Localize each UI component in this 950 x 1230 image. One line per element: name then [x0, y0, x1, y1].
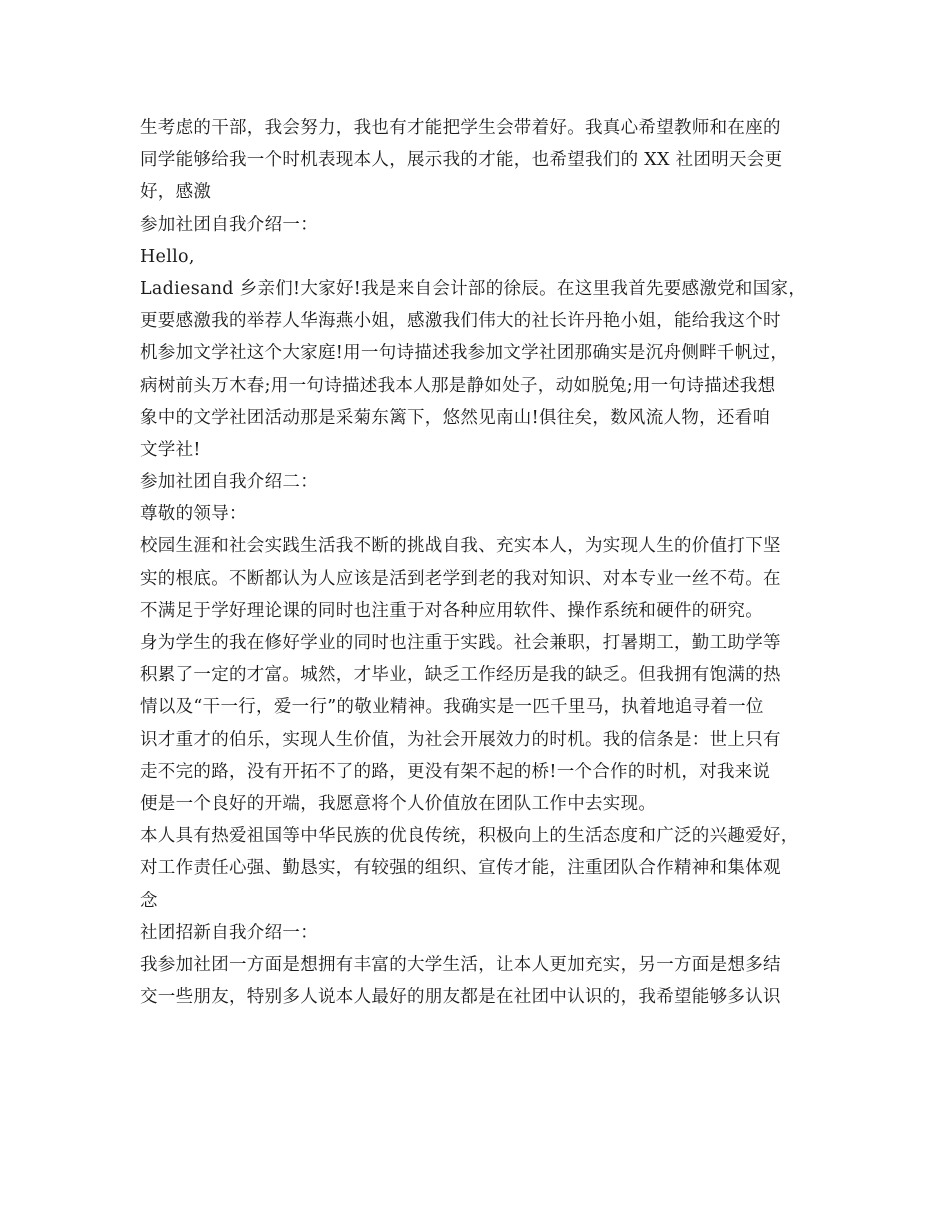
text-line: 同学能够给我一个时机表现本人，展示我的才能，也希望我们的 XX 社团明天会更	[140, 150, 783, 171]
section-heading: 参加社团自我介绍一：	[140, 214, 318, 235]
text-line: 识才重才的伯乐，实现人生价值，为社会开展效力的时机。我的信条是：世上只有	[140, 729, 781, 750]
section-heading: 参加社团自我介绍二：	[140, 472, 318, 493]
text-line: 象中的文学社团活动那是采菊东篱下，悠然见南山!俱往矣，数风流人物，还看咱	[140, 407, 771, 428]
text-line: 情以及“干一行，爱一行”的敬业精神。我确实是一匹千里马，执着地追寻着一位	[140, 697, 764, 718]
text-line: 念	[140, 890, 158, 911]
text-line: 本人具有热爱祖国等中华民族的优良传统，积极向上的生活态度和广泛的兴趣爱好，	[140, 826, 799, 847]
text-line: 校园生涯和社会实践生活我不断的挑战自我、充实本人，为实现人生的价值打下坚	[140, 536, 781, 557]
text-line: 我参加社团一方面是想拥有丰富的大学生活，让本人更加充实，另一方面是想多结	[140, 954, 781, 975]
text-line: 病树前头万木春;用一句诗描述我本人那是静如处子，动如脱兔;用一句诗描述我想	[140, 375, 776, 396]
text-line: Hello,	[140, 246, 195, 267]
text-line: 机参加文学社这个大家庭!用一句诗描述我参加文学社团那确实是沉舟侧畔千帆过，	[140, 343, 789, 364]
section-heading: 社团招新自我介绍一：	[140, 922, 318, 943]
text-line: 对工作责任心强、勤恳实，有较强的组织、宣传才能，注重团队合作精神和集体观	[140, 858, 781, 879]
text-line: 走不完的路，没有开拓不了的路，更没有架不起的桥!一个合作的时机，对我来说	[140, 761, 771, 782]
salutation: 尊敬的领导：	[140, 504, 247, 525]
text-line: 积累了一定的才富。城然，才毕业，缺乏工作经历是我的缺乏。但我拥有饱满的热	[140, 665, 781, 686]
text-line: 交一些朋友，特别多人说本人最好的朋友都是在社团中认识的，我希望能够多认识	[140, 987, 781, 1008]
text-line: 实的根底。不断都认为人应该是活到老学到老的我对知识、对本专业一丝不苟。在	[140, 568, 781, 589]
text-line: 不满足于学好理论课的同时也注重于对各种应用软件、操作系统和硬件的研究。	[140, 600, 763, 621]
document-body	[140, 112, 820, 1013]
text-line: 便是一个良好的开端，我愿意将个人价值放在团队工作中去实现。	[140, 793, 657, 814]
text-line: 身为学生的我在修好学业的同时也注重于实践。社会兼职，打暑期工，勤工助学等	[140, 633, 781, 653]
text-line: 更要感激我的举荐人华海燕小姐，感激我们伟大的社长许丹艳小姐，能给我这个时	[140, 311, 781, 332]
text-line: 好，感激	[140, 182, 212, 203]
text-line: 文学社!	[140, 439, 201, 460]
text-line: Ladiesand 乡亲们!大家好!我是来自会计部的徐辰。在这里我首先要感激党和国家，	[140, 278, 807, 299]
text-line: 生考虑的干部，我会努力，我也有才能把学生会带着好。我真心希望教师和在座的	[140, 118, 781, 138]
